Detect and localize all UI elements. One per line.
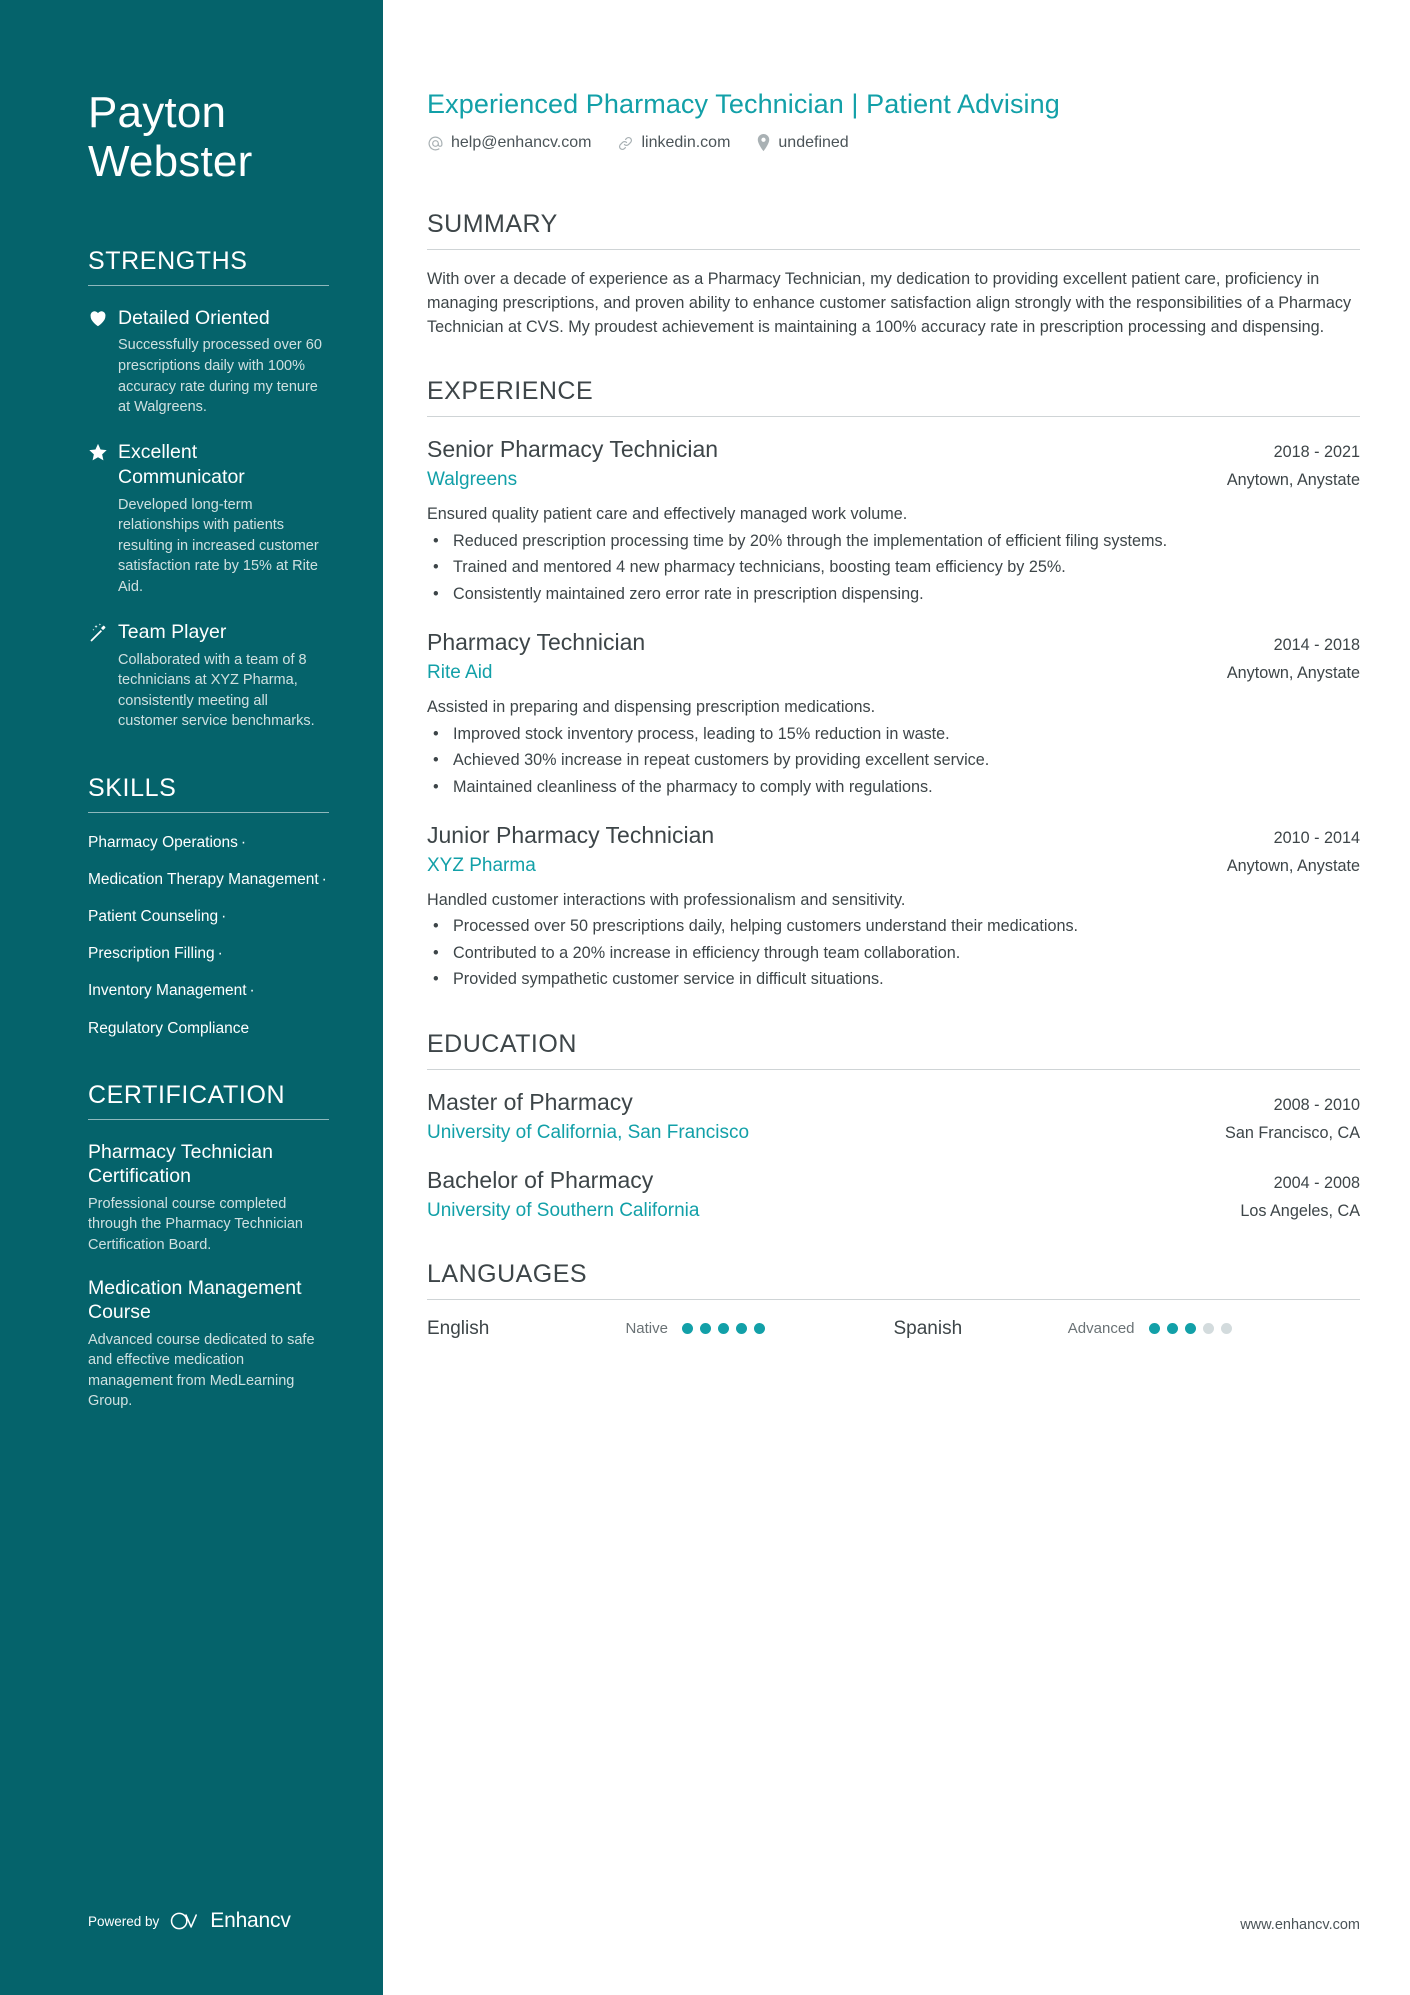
proficiency-dot [1185, 1323, 1196, 1334]
certification-title: Pharmacy Technician Certification [88, 1140, 273, 1188]
education-entry [427, 1088, 1360, 1144]
bullet-item [427, 583, 1360, 606]
proficiency-dot [1167, 1323, 1178, 1334]
certification-section [88, 1081, 329, 1412]
education-location: Los Angeles, CA [1240, 1201, 1360, 1220]
education-divider [427, 1069, 1360, 1070]
language-name: Spanish [893, 1317, 963, 1339]
education-school: University of Southern California [427, 1199, 700, 1221]
strength-title: Team Player [118, 620, 227, 643]
language-proficiency-dots [1149, 1323, 1232, 1334]
job-title: Junior Pharmacy Technician [427, 822, 715, 849]
language-proficiency-dots [682, 1323, 765, 1334]
job-title: Senior Pharmacy Technician [427, 436, 719, 463]
bullet-text: Processed over 50 prescriptions daily, helping customers understand their medications. [453, 917, 1079, 936]
bullet-item [427, 915, 1360, 938]
languages-section [427, 1260, 1360, 1340]
strength-title: Detailed Oriented [118, 306, 270, 329]
certification-item [88, 1140, 329, 1256]
contact-linkedin[interactable] [617, 134, 730, 152]
main-content [383, 0, 1410, 1995]
bullet-text: Consistently maintained zero error rate in prescription dispensing. [453, 584, 924, 603]
strength-item [88, 620, 329, 732]
strength-item [88, 440, 329, 598]
contact-location-text: undefined [778, 134, 849, 152]
skill-label: Pharmacy Operations [88, 833, 238, 851]
bullet-dot-icon: • [433, 531, 439, 550]
education-degree: Master of Pharmacy [427, 1088, 633, 1115]
bullet-item [427, 723, 1360, 746]
proficiency-dot [1149, 1323, 1160, 1334]
website-url: www.enhancv.com [1240, 1917, 1360, 1933]
education-degree: Bachelor of Pharmacy [427, 1166, 654, 1193]
bullet-dot-icon: • [433, 724, 439, 743]
bullet-text: Achieved 30% increase in repeat customers by providing excellent service. [453, 751, 990, 770]
job-title: Pharmacy Technician [427, 629, 646, 656]
strength-title: Excellent Communicator [118, 440, 245, 488]
experience-entry [427, 435, 1360, 606]
proficiency-dot [682, 1323, 693, 1334]
experience-entry [427, 821, 1360, 992]
strengths-divider [88, 285, 329, 286]
proficiency-dot [1203, 1323, 1214, 1334]
candidate-name [88, 88, 329, 187]
contact-row [427, 134, 1360, 152]
job-date: 2010 - 2014 [1273, 829, 1360, 848]
magic-wand-icon [88, 620, 118, 644]
languages-heading: LANGUAGES [427, 1259, 588, 1288]
summary-divider [427, 249, 1360, 250]
proficiency-dot [754, 1323, 765, 1334]
job-description: Handled customer interactions with professionalism and sensitivity. [427, 890, 906, 909]
job-location: Anytown, Anystate [1226, 664, 1360, 683]
bullet-item [427, 942, 1360, 965]
job-date: 2014 - 2018 [1273, 636, 1360, 655]
strength-description: Collaborated with a team of 8 technicians at XYZ Pharma, consistently meeting all customer service benchmarks. [118, 651, 315, 730]
enhancv-mark-icon [169, 1910, 203, 1932]
skill-separator: · [221, 908, 227, 926]
job-company: Rite Aid [427, 662, 493, 684]
language-item [894, 1318, 1361, 1340]
skill-label: Inventory Management [88, 982, 247, 1000]
skills-divider [88, 812, 329, 813]
certification-item [88, 1276, 329, 1412]
headline: Experienced Pharmacy Technician | Patient Advising [427, 89, 1060, 119]
star-icon [88, 440, 118, 462]
language-level: Native [625, 1320, 668, 1338]
experience-divider [427, 416, 1360, 417]
experience-heading: EXPERIENCE [427, 377, 594, 406]
proficiency-dot [700, 1323, 711, 1334]
proficiency-dot [718, 1323, 729, 1334]
education-date: 2008 - 2010 [1273, 1095, 1360, 1114]
language-item [427, 1318, 894, 1340]
bullet-dot-icon: • [433, 584, 439, 603]
skill-label: Medication Therapy Management [88, 871, 319, 888]
education-section [427, 1030, 1360, 1222]
education-location: San Francisco, CA [1225, 1123, 1360, 1142]
at-sign-icon [427, 135, 444, 152]
skill-item [88, 833, 329, 853]
bullet-item [427, 749, 1360, 772]
experience-section [427, 377, 1360, 991]
languages-divider [427, 1299, 1360, 1300]
skills-section [88, 774, 329, 1039]
skill-item [88, 944, 329, 964]
job-location: Anytown, Anystate [1226, 471, 1360, 490]
skill-item [88, 981, 329, 1001]
bullet-text: Contributed to a 20% increase in efficiency through team collaboration. [453, 943, 961, 962]
summary-heading: SUMMARY [427, 210, 558, 239]
enhancv-logo [169, 1909, 290, 1933]
education-entry [427, 1166, 1360, 1222]
bullet-item [427, 530, 1360, 553]
skills-heading: SKILLS [88, 773, 177, 802]
experience-entry [427, 628, 1360, 799]
certification-heading: CERTIFICATION [88, 1080, 286, 1109]
bullet-item [427, 968, 1360, 991]
bullet-dot-icon: • [433, 943, 439, 962]
language-name: English [427, 1317, 490, 1339]
bullet-dot-icon: • [433, 917, 439, 936]
bullet-text: Maintained cleanliness of the pharmacy to comply with regulations. [453, 777, 933, 796]
strength-item [88, 306, 329, 418]
bullet-text: Trained and mentored 4 new pharmacy technicians, boosting team efficiency by 25%. [453, 558, 1066, 577]
bullet-dot-icon: • [433, 558, 439, 577]
sidebar [0, 0, 383, 1995]
job-bullets [427, 915, 1360, 991]
contact-email[interactable] [427, 134, 591, 152]
bullet-dot-icon: • [433, 777, 439, 796]
job-date: 2018 - 2021 [1273, 443, 1360, 462]
languages-row [427, 1318, 1360, 1340]
map-pin-icon [756, 134, 771, 152]
education-school: University of California, San Francisco [427, 1121, 750, 1143]
candidate-last-name: Webster [88, 137, 253, 187]
skill-separator: · [249, 982, 255, 1000]
education-heading: EDUCATION [427, 1029, 577, 1058]
candidate-first-name: Payton [88, 88, 227, 137]
language-level: Advanced [1067, 1320, 1135, 1338]
bullet-item [427, 556, 1360, 579]
powered-by-footer [88, 1909, 291, 1933]
powered-by-label: Powered by [88, 1913, 160, 1929]
skill-separator: · [217, 945, 223, 963]
heart-icon [88, 306, 118, 327]
bullet-text: Provided sympathetic customer service in difficult situations. [453, 970, 884, 989]
certification-divider [88, 1119, 329, 1120]
bullet-dot-icon: • [433, 751, 439, 770]
job-description: Assisted in preparing and dispensing prescription medications. [427, 698, 876, 717]
skill-item [88, 907, 329, 927]
contact-linkedin-text: linkedin.com [641, 134, 731, 152]
skill-label: Regulatory Compliance [88, 1019, 250, 1037]
proficiency-dot [736, 1323, 747, 1334]
summary-text: With over a decade of experience as a Pharmacy Technician, my dedication to providing excellent patient care, proficiency in managing prescriptions, and proven ability to enhance customer satisfaction align strongly with the responsibilities of a Pharmacy Technician at CVS. My proudest achievement is maintaining a 100% accuracy rate in prescription processing and dispensing. [427, 270, 1352, 336]
contact-location [756, 134, 848, 152]
skill-label: Prescription Filling [88, 945, 215, 963]
education-date: 2004 - 2008 [1273, 1173, 1360, 1192]
certification-description: Professional course completed through the Pharmacy Technician Certification Board. [88, 1195, 303, 1253]
bullet-text: Reduced prescription processing time by 20% through the implementation of efficient filing systems. [453, 531, 1168, 550]
bullet-item [427, 776, 1360, 799]
contact-email-text: help@enhancv.com [451, 134, 592, 152]
job-description: Ensured quality patient care and effectively managed work volume. [427, 505, 908, 524]
proficiency-dot [1221, 1323, 1232, 1334]
summary-section [427, 210, 1360, 339]
job-location: Anytown, Anystate [1226, 856, 1360, 875]
strengths-section [88, 247, 329, 732]
strengths-heading: STRENGTHS [88, 246, 248, 275]
job-bullets [427, 530, 1360, 606]
skill-separator: · [321, 871, 327, 888]
link-icon [617, 135, 634, 152]
skill-label: Patient Counseling [88, 908, 219, 926]
skill-item [88, 870, 329, 890]
enhancv-brand-label: Enhancv [210, 1909, 291, 1932]
strength-description: Developed long-term relationships with patients resulting in increased customer satisfaction rate by 15% at Rite Aid. [118, 496, 319, 596]
job-company: XYZ Pharma [427, 854, 536, 876]
skill-item [88, 1019, 329, 1039]
job-company: Walgreens [427, 469, 518, 491]
job-bullets [427, 723, 1360, 799]
certification-title: Medication Management Course [88, 1276, 302, 1324]
strength-description: Successfully processed over 60 prescriptions daily with 100% accuracy rate during my tenure at Walgreens. [118, 337, 322, 416]
bullet-text: Improved stock inventory process, leading to 15% reduction in waste. [453, 724, 950, 743]
bullet-dot-icon: • [433, 970, 439, 989]
skill-separator: · [240, 833, 247, 851]
certification-description: Advanced course dedicated to safe and effective medication management from MedLearning Group. [88, 1331, 315, 1410]
